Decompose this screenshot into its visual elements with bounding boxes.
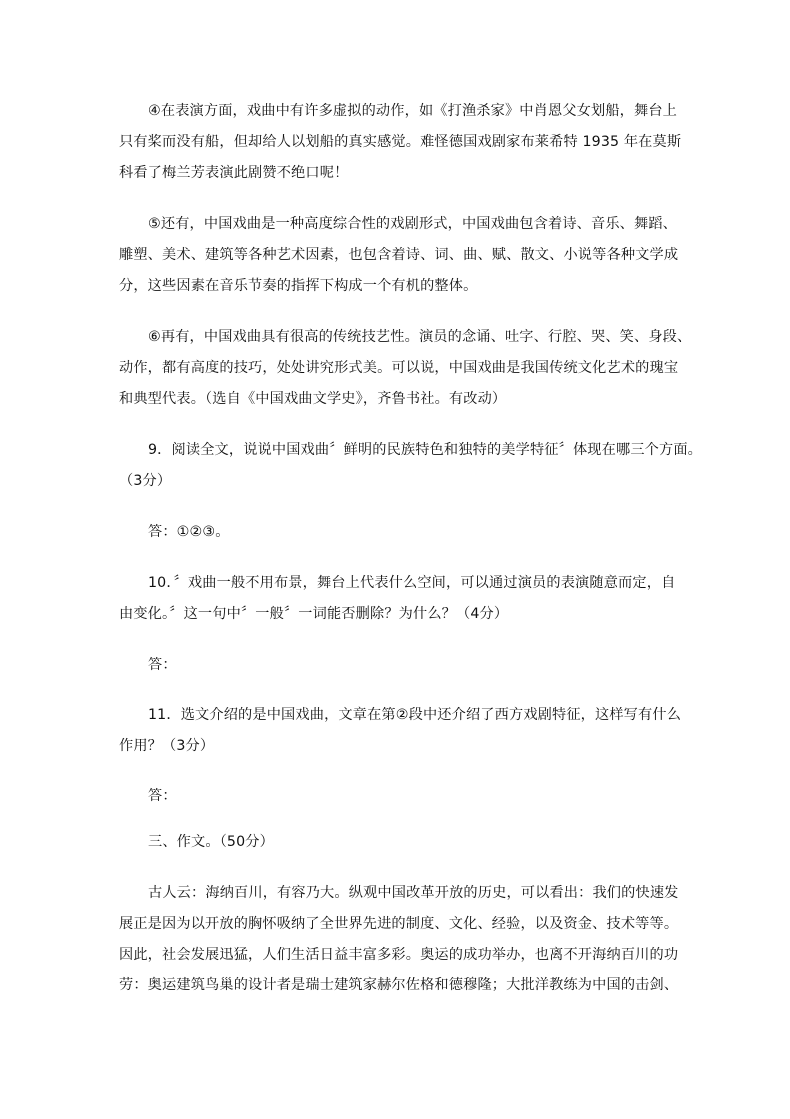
text-line: ④在表演方面，戏曲中有许多虚拟的动作，如《打渔杀家》中肖恩父女划船，舞台上 [148, 103, 678, 119]
text-line: 展正是因为以开放的胸怀吸纳了全世界先进的制度、文化、经验，以及资金、技术等等。 [119, 916, 679, 932]
text-line: 答： [148, 657, 177, 673]
text-line: 作用？（3分） [119, 738, 215, 754]
text-line: 分，这些因素在音乐节奏的指挥下构成一个有机的整体。 [119, 278, 478, 294]
text-line: 由变化。〞这一句中〞一般〞一词能否删除？为什么？（4分） [119, 606, 509, 622]
text-line: 动作，都有高度的技巧，处处讲究形式美。可以说，中国戏曲是我国传统文化艺术的瑰宝 [119, 360, 679, 376]
text-line: 9．阅读全文，说说中国戏曲〞鲜明的民族特色和独特的美学特征〞体现在哪三个方面。 [148, 442, 703, 458]
text-line: 只有桨而没有船，但却给人以划船的真实感觉。难怪德国戏剧家布莱希特 1935 年在莫斯 [119, 134, 682, 150]
text-line: 11．选文介绍的是中国戏曲，文章在第②段中还介绍了西方戏剧特征，这样写有什么 [148, 707, 682, 723]
section-heading: 三、作文。（50分） [148, 834, 274, 850]
text-line: 10．〞戏曲一般不用布景，舞台上代表什么空间，可以通过演员的表演随意而定，自 [148, 575, 676, 591]
text-line: 科看了梅兰芳表演此剧赞不绝口呢！ [119, 165, 349, 181]
text-line: ⑤还有，中国戏曲是一种高度综合性的戏剧形式，中国戏曲包含着诗、音乐、舞蹈、 [148, 216, 678, 232]
text-line: 劳：奥运建筑鸟巢的设计者是瑞士建筑家赫尔佐格和德穆隆；大批洋教练为中国的击剑、 [119, 977, 679, 993]
text-line: 和典型代表。（选自《中国戏曲文学史》，齐鲁书社。有改动） [119, 391, 507, 407]
text-line: （3分） [119, 473, 172, 489]
text-line: 答： [148, 788, 177, 804]
text-line: ⑥再有，中国戏曲具有很高的传统技艺性。演员的念诵、吐字、行腔、哭、笑、身段、 [148, 329, 692, 345]
text-line: 因此，社会发展迅猛，人们生活日益丰富多彩。奥运的成功举办，也离不开海纳百川的功 [119, 947, 679, 963]
text-line: 答：①②③。 [148, 524, 230, 540]
text-line: 雕塑、美术、建筑等各种艺术因素，也包含着诗、词、曲、赋、散文、小说等各种文学成 [119, 247, 679, 263]
text-line: 古人云：海纳百川，有容乃大。纵观中国改革开放的历史，可以看出：我们的快速发 [148, 885, 679, 901]
